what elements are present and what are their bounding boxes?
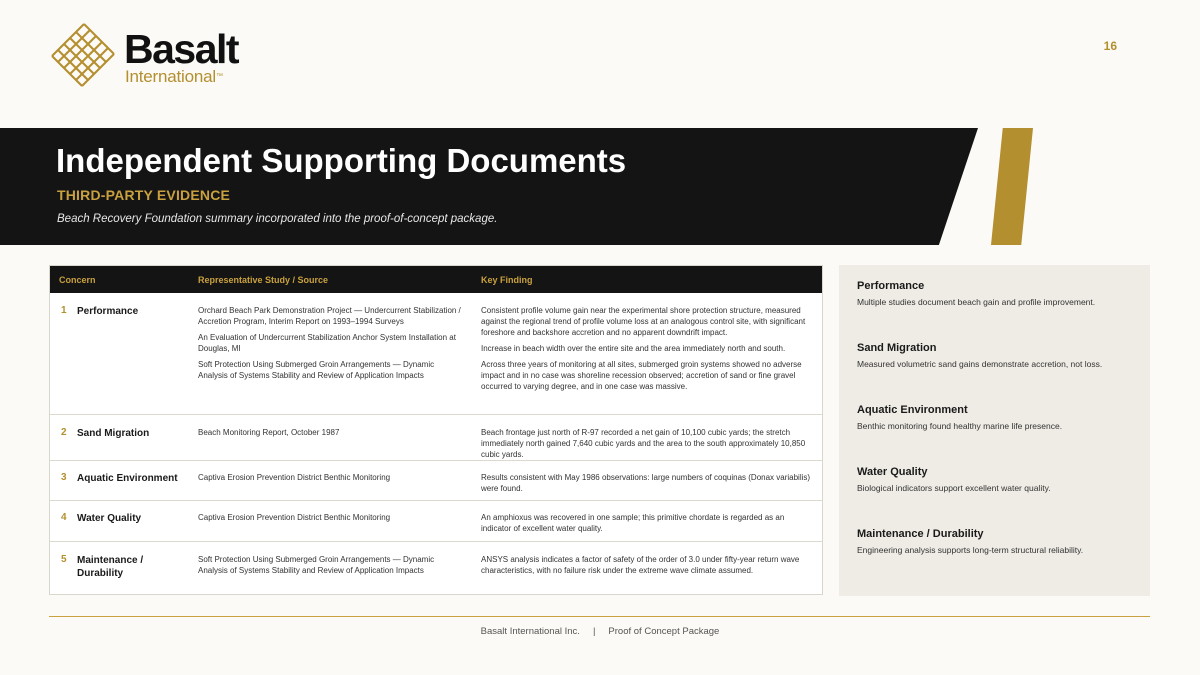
summary-item <box>857 466 1132 494</box>
table-row <box>50 293 822 415</box>
summary-heading: Water Quality <box>857 466 928 478</box>
brand-name: Basalt <box>124 26 239 72</box>
row-findings <box>481 293 822 414</box>
section-kicker: THIRD-PARTY EVIDENCE <box>57 187 231 203</box>
header-finding: Key Finding <box>481 274 533 285</box>
footer-doc: Proof of Concept Package <box>608 626 720 637</box>
summary-item <box>857 528 1132 556</box>
summary-item <box>857 342 1132 370</box>
finding-item: Across three years of monitoring at all sites, submerged groin systems showed no adverse impact and in no case was shoreline recession observed; accretion of sand or fine gravel occurred to varying degree, and in one case was massive. <box>481 360 802 391</box>
summary-text: Multiple studies document beach gain and profile improvement. <box>857 297 1096 307</box>
page-number: 16 <box>1103 39 1117 53</box>
page-description: Beach Recovery Foundation summary incorporated into the proof-of-concept package. <box>57 213 498 225</box>
page-title: Independent Supporting Documents <box>56 142 627 179</box>
summary-heading: Sand Migration <box>857 342 937 354</box>
row-number: 5 <box>61 554 67 565</box>
row-concern-label: Sand Migration <box>77 428 150 439</box>
finding-item: ANSYS analysis indicates a factor of safety of the order of 3.0 under fifty-year return wave characteristics, with no failure risk under the extreme wave climate assumed. <box>481 555 800 575</box>
summary-text: Engineering analysis supports long-term structural reliability. <box>857 545 1084 555</box>
finding-item: Results consistent with May 1986 observations: large numbers of coquinas (Donax variabilis) were found. <box>481 473 811 493</box>
row-concern-label: Aquatic Environment <box>77 473 178 484</box>
brand-logo <box>50 22 250 92</box>
row-findings <box>481 501 822 541</box>
summary-item <box>857 280 1132 308</box>
row-studies <box>198 501 481 541</box>
finding-item: Increase in beach width over the entire site and the area immediately north and south. <box>481 344 786 353</box>
footer-company: Basalt International Inc. <box>480 626 580 637</box>
row-concern <box>50 415 198 460</box>
finding-item: Beach frontage just north of R-97 recorded a net gain of 10,100 cubic yards; the stretch immediately north gained 7,640 cubic yards and the area to the south approximately 10,850 cubic yards. <box>481 428 806 459</box>
footer-divider <box>49 616 1150 617</box>
table-row <box>50 501 822 542</box>
footer-separator: | <box>592 626 596 637</box>
summary-heading: Aquatic Environment <box>857 404 968 416</box>
table-row <box>50 461 822 501</box>
row-studies <box>198 461 481 500</box>
row-concern <box>50 501 198 541</box>
row-concern-label: Water Quality <box>77 513 142 524</box>
study-item: Captiva Erosion Prevention District Benthic Monitoring <box>198 473 391 482</box>
summary-item <box>857 404 1132 432</box>
row-concern <box>50 461 198 500</box>
table-row <box>50 415 822 461</box>
page-footer <box>0 626 1200 637</box>
brand-subtitle: International™ <box>125 67 223 86</box>
row-studies <box>198 293 481 414</box>
row-number: 3 <box>61 472 67 483</box>
summary-panel <box>839 265 1150 596</box>
table-header <box>50 266 822 293</box>
row-studies <box>198 415 481 460</box>
row-concern <box>50 293 198 414</box>
summary-text: Measured volumetric sand gains demonstrate accretion, not loss. <box>857 359 1103 369</box>
header-concern: Concern <box>59 274 96 285</box>
study-item: Captiva Erosion Prevention District Benthic Monitoring <box>198 513 391 522</box>
gold-slash-accent <box>991 128 1033 245</box>
row-findings <box>481 461 822 500</box>
row-studies <box>198 542 481 596</box>
study-item: Beach Monitoring Report, October 1987 <box>198 428 340 437</box>
study-item: Soft Protection Using Submerged Groin Arrangements — Dynamic Analysis of Systems Stability and Review of Application Impacts <box>198 360 435 380</box>
row-findings <box>481 542 822 596</box>
trademark-mark: ™ <box>215 73 223 80</box>
table-row <box>50 542 822 596</box>
summary-text: Biological indicators support excellent water quality. <box>857 483 1051 493</box>
row-findings <box>481 415 822 460</box>
study-item: Soft Protection Using Submerged Groin Arrangements — Dynamic Analysis of Systems Stability and Review of Application Impacts <box>198 555 435 575</box>
row-number: 2 <box>61 427 67 438</box>
row-concern <box>50 542 198 596</box>
summary-text: Benthic monitoring found healthy marine life presence. <box>857 421 1063 431</box>
row-number: 4 <box>61 512 67 523</box>
header-study: Representative Study / Source <box>198 274 329 285</box>
study-item: An Evaluation of Undercurrent Stabilization Anchor System Installation at Douglas, MI <box>198 333 456 353</box>
lattice-logo-icon <box>50 22 118 90</box>
evidence-table <box>49 265 823 595</box>
study-item: Orchard Beach Park Demonstration Project — Undercurrent Stabilization / Accretion Program, Interim Report on 1993–1994 Surveys <box>198 306 461 326</box>
row-concern-label: Performance <box>77 306 139 317</box>
finding-item: An amphioxus was recovered in one sample; this primitive chordate is regarded as an indicator of excellent water quality. <box>481 513 785 533</box>
row-number: 1 <box>61 305 67 316</box>
finding-item: Consistent profile volume gain near the experimental shore protection structure, measured against the regional trend of profile volume loss at an analogous control site, with significant foreshore and backshore accretion and no apparent downdrift impact. <box>481 306 806 337</box>
summary-heading: Performance <box>857 280 925 292</box>
row-concern-label: Maintenance / Durability <box>77 555 144 579</box>
summary-heading: Maintenance / Durability <box>857 528 984 540</box>
